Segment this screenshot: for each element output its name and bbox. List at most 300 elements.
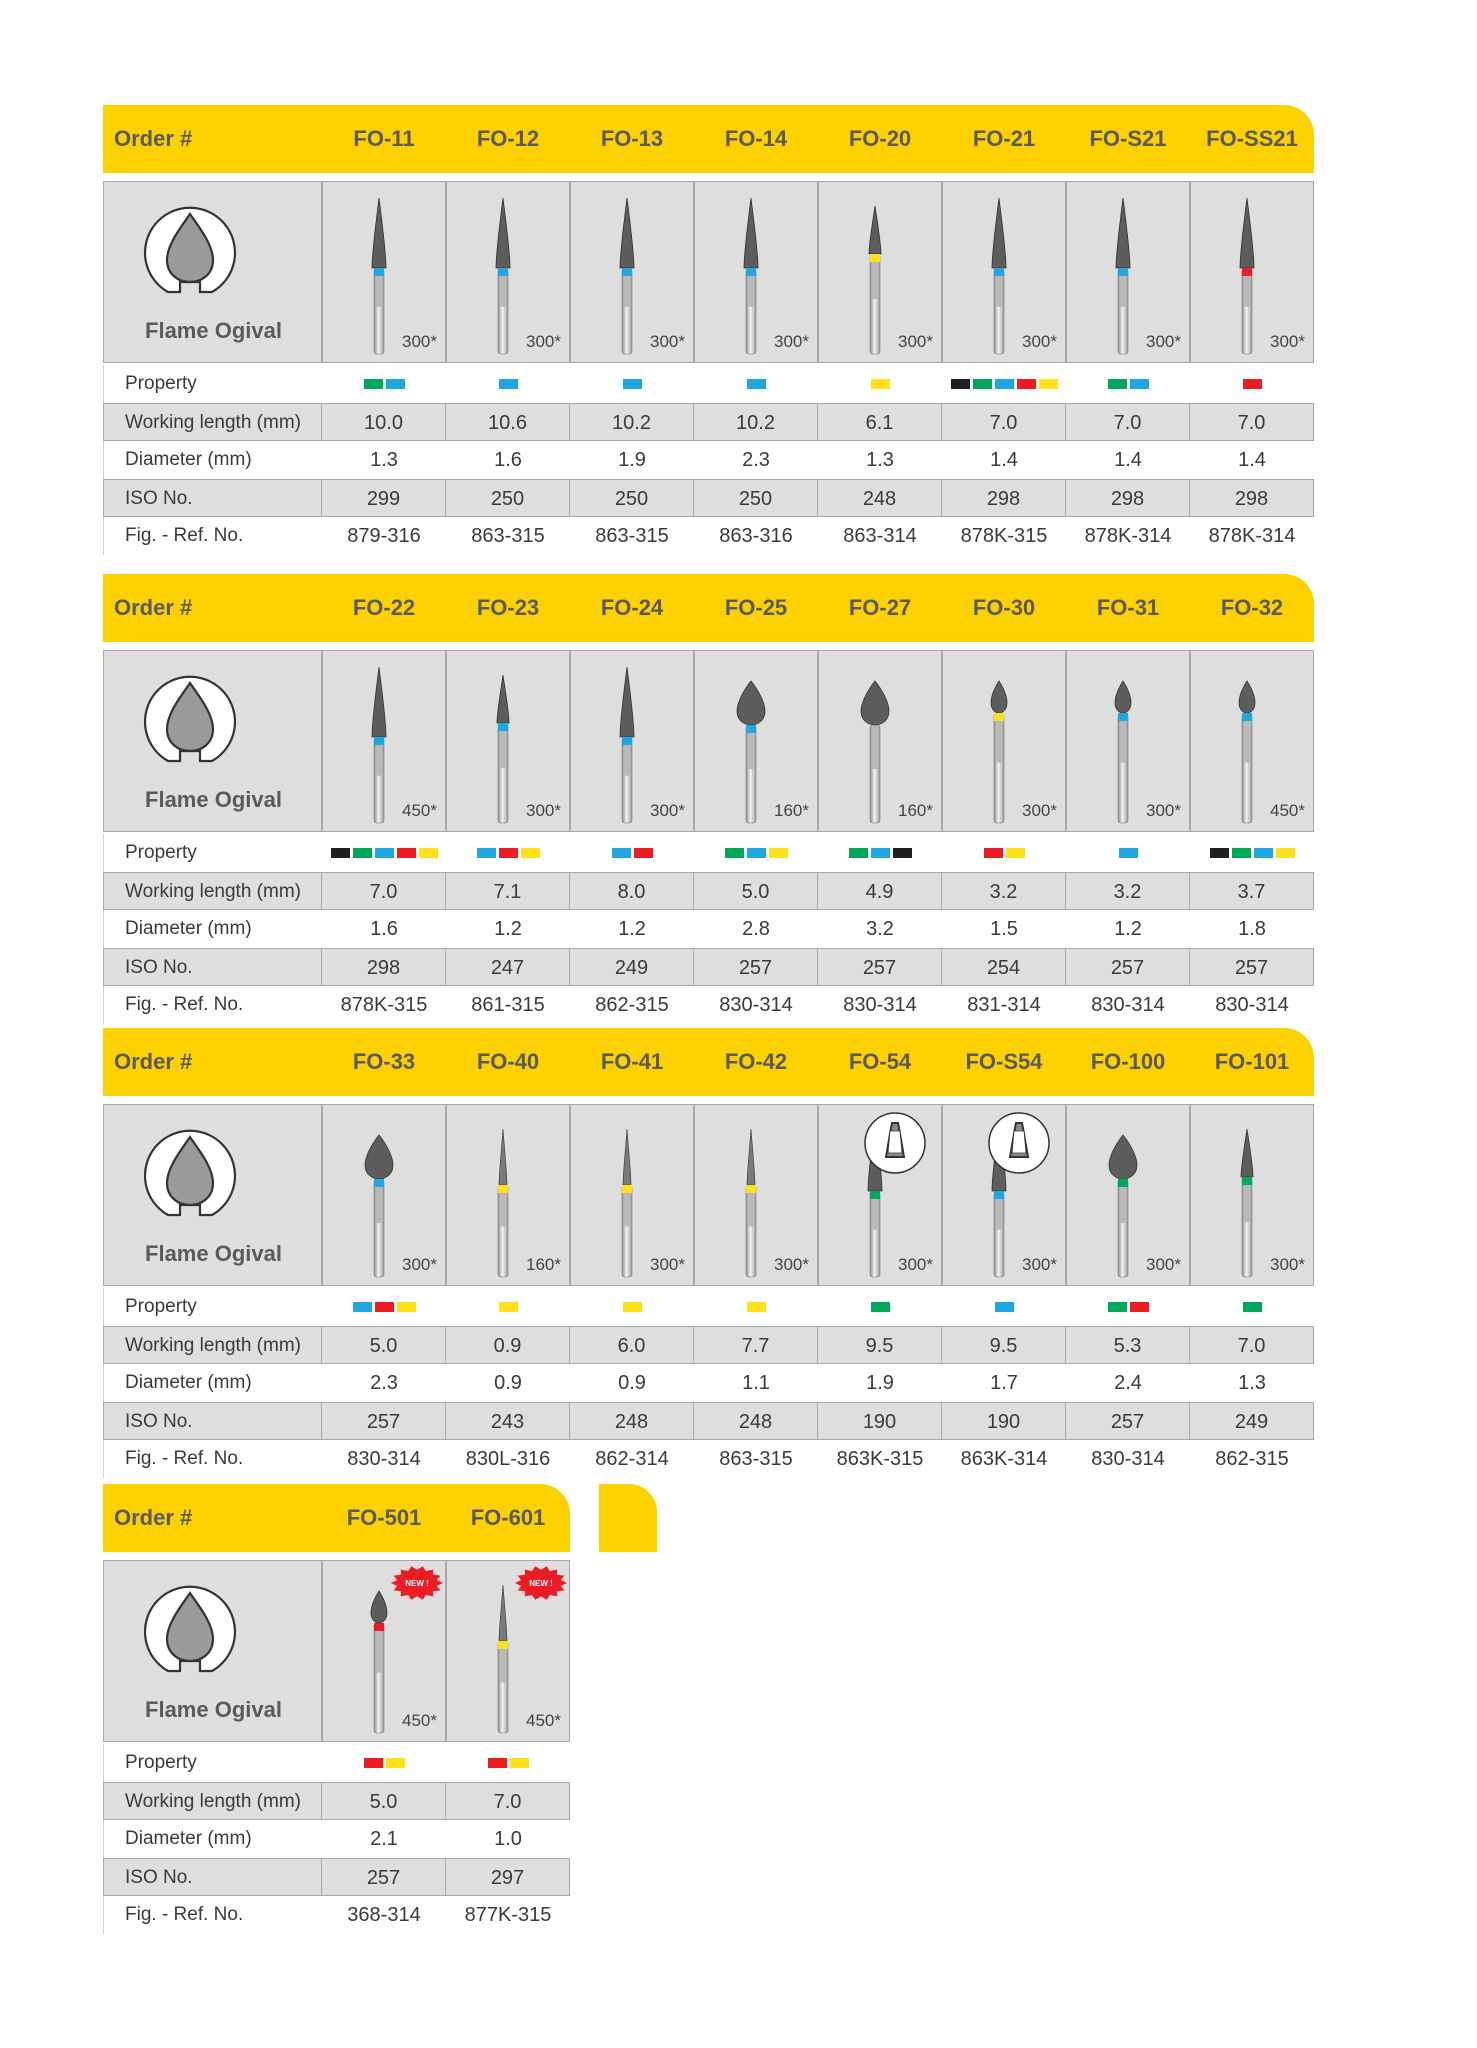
cell-value: 7.7 bbox=[694, 1326, 818, 1364]
grit-size: 300* bbox=[526, 332, 561, 351]
property-swatch-blue bbox=[353, 1302, 372, 1312]
cell-value: 1.4 bbox=[1238, 449, 1266, 471]
property-swatch-red bbox=[375, 1302, 394, 1312]
property-swatches bbox=[570, 1288, 694, 1326]
cell-value: 2.4 bbox=[1114, 1372, 1142, 1394]
property-row bbox=[103, 1288, 1314, 1326]
grit-size: 300* bbox=[1270, 1255, 1305, 1274]
order-number: FO-12 bbox=[476, 126, 540, 151]
cell-value: 10.2 bbox=[570, 403, 694, 441]
cell-value: 298 bbox=[322, 948, 446, 986]
bur-image-cell bbox=[1066, 650, 1190, 832]
property-swatch-blue bbox=[612, 848, 631, 858]
property-swatches bbox=[942, 834, 1066, 872]
cell-value: 878K-314 bbox=[1084, 525, 1172, 547]
property-swatch-black bbox=[331, 848, 350, 858]
order-number: FO-27 bbox=[848, 595, 912, 620]
product-table bbox=[103, 1028, 1314, 1478]
order-number: FO-24 bbox=[600, 595, 664, 620]
property-swatch-green bbox=[353, 848, 372, 858]
diameter-row bbox=[103, 1364, 1314, 1402]
cell-value: 862-315 bbox=[595, 994, 669, 1016]
cell-value: 8.0 bbox=[570, 872, 694, 910]
cell-value: 5.0 bbox=[322, 1782, 446, 1820]
product-table bbox=[103, 574, 1314, 1024]
property-swatch-yellow bbox=[1276, 848, 1295, 858]
property-swatch-yellow bbox=[397, 1302, 416, 1312]
cell-value: 863K-314 bbox=[960, 1448, 1048, 1470]
cell-value: 257 bbox=[322, 1402, 446, 1440]
order-number: FO-41 bbox=[600, 1049, 664, 1074]
cell-value: 190 bbox=[942, 1402, 1066, 1440]
image-row bbox=[103, 181, 1314, 365]
cell-value: 9.5 bbox=[818, 1326, 942, 1364]
bur-image-cell bbox=[1190, 181, 1314, 363]
bur-image-cell bbox=[1190, 650, 1314, 832]
grit-size: 160* bbox=[774, 801, 809, 820]
shape-name: Flame Ogival bbox=[145, 1697, 282, 1722]
property-swatches bbox=[694, 834, 818, 872]
cell-value: 248 bbox=[818, 479, 942, 517]
working-length-row bbox=[103, 872, 1314, 910]
property-swatch-green bbox=[871, 1302, 890, 1312]
bur-image-cell bbox=[570, 650, 694, 832]
cell-value: 863-315 bbox=[595, 525, 669, 547]
cell-value: 3.2 bbox=[942, 872, 1066, 910]
order-label: Order # bbox=[114, 1049, 193, 1074]
grit-size: 160* bbox=[526, 1255, 561, 1274]
grit-size: 300* bbox=[898, 1255, 933, 1274]
cell-value: 2.1 bbox=[370, 1828, 398, 1850]
bur-image-cell bbox=[446, 1104, 570, 1286]
cell-value: 862-315 bbox=[1215, 1448, 1289, 1470]
row-label: Fig. - Ref. No. bbox=[103, 986, 322, 1024]
property-swatch-blue bbox=[386, 379, 405, 389]
cell-value: 863-315 bbox=[719, 1448, 793, 1470]
cell-value: 6.0 bbox=[570, 1326, 694, 1364]
grit-size: 300* bbox=[1022, 801, 1057, 820]
cell-value: 878K-314 bbox=[1208, 525, 1296, 547]
cell-value: 863K-315 bbox=[836, 1448, 924, 1470]
cell-value: 1.8 bbox=[1238, 918, 1266, 940]
row-label: Property bbox=[103, 1744, 322, 1782]
order-number: FO-S21 bbox=[1089, 126, 1167, 151]
cell-value: 368-314 bbox=[347, 1904, 421, 1926]
image-row bbox=[103, 1560, 570, 1744]
cell-value: 878K-315 bbox=[960, 525, 1048, 547]
cell-value: 243 bbox=[446, 1402, 570, 1440]
property-swatches bbox=[1190, 1288, 1314, 1326]
bur-image-cell bbox=[322, 650, 446, 832]
property-swatch-black bbox=[1210, 848, 1229, 858]
grit-size: 300* bbox=[1146, 1255, 1181, 1274]
row-label: Property bbox=[103, 365, 322, 403]
diameter-row bbox=[103, 441, 1314, 479]
row-label: ISO No. bbox=[103, 948, 322, 986]
property-swatch-green bbox=[1243, 1302, 1262, 1312]
bur-image-cell bbox=[446, 650, 570, 832]
flame-ogival-shape-icon bbox=[142, 673, 238, 769]
order-number: FO-21 bbox=[972, 126, 1036, 151]
property-swatch-green bbox=[849, 848, 868, 858]
table-header bbox=[103, 105, 1314, 173]
grit-size: 300* bbox=[1022, 332, 1057, 351]
property-swatch-yellow bbox=[871, 379, 890, 389]
cell-value: 3.7 bbox=[1190, 872, 1314, 910]
row-label: Fig. - Ref. No. bbox=[103, 517, 322, 555]
product-table bbox=[103, 105, 1314, 555]
row-label: ISO No. bbox=[103, 1402, 322, 1440]
property-swatch-blue bbox=[871, 848, 890, 858]
cell-value: 5.3 bbox=[1066, 1326, 1190, 1364]
property-swatch-blue bbox=[623, 379, 642, 389]
row-label: Property bbox=[103, 1288, 322, 1326]
order-number: FO-32 bbox=[1220, 595, 1284, 620]
property-swatch-yellow bbox=[386, 1758, 405, 1768]
new-badge-label: NEW ! bbox=[529, 1579, 553, 1588]
bur-profile-inset-icon bbox=[987, 1111, 1051, 1175]
order-number: FO-22 bbox=[352, 595, 416, 620]
order-number: FO-SS21 bbox=[1206, 126, 1298, 151]
cell-value: 257 bbox=[1066, 1402, 1190, 1440]
cell-value: 830-314 bbox=[1091, 1448, 1165, 1470]
grit-size: 300* bbox=[526, 801, 561, 820]
grit-size: 300* bbox=[650, 332, 685, 351]
new-badge bbox=[391, 1565, 443, 1601]
property-swatches bbox=[942, 365, 1066, 403]
grit-size: 300* bbox=[1146, 801, 1181, 820]
cell-value: 2.3 bbox=[742, 449, 770, 471]
order-number: FO-S54 bbox=[965, 1049, 1043, 1074]
cell-value: 2.3 bbox=[370, 1372, 398, 1394]
iso-row bbox=[103, 479, 1314, 517]
working-length-row bbox=[103, 1326, 1314, 1364]
cell-value: 257 bbox=[1066, 948, 1190, 986]
grit-size: 300* bbox=[898, 332, 933, 351]
property-swatch-blue bbox=[747, 848, 766, 858]
grit-size: 450* bbox=[402, 801, 437, 820]
cell-value: 1.9 bbox=[866, 1372, 894, 1394]
property-swatches bbox=[818, 1288, 942, 1326]
shape-name: Flame Ogival bbox=[145, 787, 282, 812]
grit-size: 300* bbox=[402, 332, 437, 351]
order-number: FO-11 bbox=[353, 126, 415, 151]
property-swatches bbox=[446, 365, 570, 403]
bur-profile-inset-icon bbox=[863, 1111, 927, 1175]
cell-value: 1.7 bbox=[990, 1372, 1018, 1394]
flame-ogival-shape-icon bbox=[142, 204, 238, 300]
header-tab bbox=[599, 1484, 657, 1552]
bur-image-cell bbox=[446, 181, 570, 363]
property-swatches bbox=[322, 834, 446, 872]
property-swatch-green bbox=[364, 379, 383, 389]
property-swatch-green bbox=[973, 379, 992, 389]
order-number: FO-20 bbox=[848, 126, 912, 151]
order-number: FO-42 bbox=[724, 1049, 788, 1074]
property-swatches bbox=[570, 834, 694, 872]
bur-image-cell bbox=[942, 181, 1066, 363]
iso-row bbox=[103, 1402, 1314, 1440]
property-swatch-blue bbox=[375, 848, 394, 858]
property-swatch-black bbox=[893, 848, 912, 858]
row-label: Diameter (mm) bbox=[103, 1820, 322, 1858]
cell-value: 1.1 bbox=[742, 1372, 770, 1394]
cell-value: 6.1 bbox=[818, 403, 942, 441]
cell-value: 257 bbox=[818, 948, 942, 986]
cell-value: 257 bbox=[322, 1858, 446, 1896]
cell-value: 298 bbox=[1190, 479, 1314, 517]
order-number: FO-40 bbox=[476, 1049, 540, 1074]
image-row bbox=[103, 650, 1314, 834]
working-length-row bbox=[103, 1782, 570, 1820]
property-swatch-blue bbox=[1119, 848, 1138, 858]
profile-inset bbox=[863, 1111, 927, 1180]
bur-image-cell bbox=[322, 181, 446, 363]
cell-value: 10.0 bbox=[322, 403, 446, 441]
profile-inset bbox=[987, 1111, 1051, 1180]
table-header bbox=[103, 1028, 1314, 1096]
cell-value: 7.0 bbox=[1066, 403, 1190, 441]
flame-ogival-shape-icon bbox=[142, 1583, 238, 1679]
property-swatch-red bbox=[1130, 1302, 1149, 1312]
property-swatch-black bbox=[951, 379, 970, 389]
bur-image-cell bbox=[694, 1104, 818, 1286]
cell-value: 879-316 bbox=[347, 525, 421, 547]
row-label: Fig. - Ref. No. bbox=[103, 1440, 322, 1478]
cell-value: 1.6 bbox=[370, 918, 398, 940]
property-swatches bbox=[446, 1288, 570, 1326]
order-number: FO-54 bbox=[848, 1049, 912, 1074]
grit-size: 300* bbox=[650, 1255, 685, 1274]
cell-value: 878K-315 bbox=[340, 994, 428, 1016]
cell-value: 1.3 bbox=[866, 449, 894, 471]
bur-image-cell bbox=[1066, 1104, 1190, 1286]
grit-size: 160* bbox=[898, 801, 933, 820]
cell-value: 1.4 bbox=[990, 449, 1018, 471]
property-swatch-blue bbox=[1254, 848, 1273, 858]
property-swatch-yellow bbox=[510, 1758, 529, 1768]
property-swatch-green bbox=[1108, 379, 1127, 389]
property-swatch-blue bbox=[747, 379, 766, 389]
row-label: Diameter (mm) bbox=[103, 441, 322, 479]
bur-image-cell bbox=[446, 1560, 570, 1742]
cell-value: 1.4 bbox=[1114, 449, 1142, 471]
shape-name: Flame Ogival bbox=[145, 1241, 282, 1266]
bur-image-cell bbox=[942, 1104, 1066, 1286]
fig-ref-row bbox=[103, 1440, 1314, 1478]
property-swatches bbox=[322, 365, 446, 403]
property-swatch-yellow bbox=[1039, 379, 1058, 389]
order-number: FO-30 bbox=[972, 595, 1036, 620]
grit-size: 450* bbox=[402, 1711, 437, 1730]
cell-value: 1.0 bbox=[494, 1828, 522, 1850]
cell-value: 7.0 bbox=[1190, 403, 1314, 441]
row-label: Working length (mm) bbox=[103, 1326, 322, 1364]
grit-size: 300* bbox=[774, 332, 809, 351]
cell-value: 861-315 bbox=[471, 994, 545, 1016]
grit-size: 450* bbox=[1270, 801, 1305, 820]
cell-value: 830-314 bbox=[719, 994, 793, 1016]
cell-value: 3.2 bbox=[866, 918, 894, 940]
cell-value: 831-314 bbox=[967, 994, 1041, 1016]
working-length-row bbox=[103, 403, 1314, 441]
diameter-row bbox=[103, 1820, 570, 1858]
iso-row bbox=[103, 1858, 570, 1896]
order-number: FO-601 bbox=[470, 1505, 546, 1530]
cell-value: 248 bbox=[694, 1402, 818, 1440]
property-swatch-blue bbox=[477, 848, 496, 858]
cell-value: 257 bbox=[694, 948, 818, 986]
order-label: Order # bbox=[114, 1505, 193, 1530]
property-row bbox=[103, 834, 1314, 872]
iso-row bbox=[103, 948, 1314, 986]
cell-value: 257 bbox=[1190, 948, 1314, 986]
row-label: Working length (mm) bbox=[103, 403, 322, 441]
fig-ref-row bbox=[103, 517, 1314, 555]
product-table bbox=[103, 1484, 570, 1934]
order-number: FO-100 bbox=[1090, 1049, 1166, 1074]
grit-size: 300* bbox=[774, 1255, 809, 1274]
grit-size: 300* bbox=[650, 801, 685, 820]
property-swatch-yellow bbox=[521, 848, 540, 858]
shape-name: Flame Ogival bbox=[145, 318, 282, 343]
bur-image-cell bbox=[1066, 181, 1190, 363]
cell-value: 1.3 bbox=[1238, 1372, 1266, 1394]
property-swatches bbox=[818, 834, 942, 872]
cell-value: 10.6 bbox=[446, 403, 570, 441]
cell-value: 249 bbox=[570, 948, 694, 986]
property-swatch-yellow bbox=[499, 1302, 518, 1312]
cell-value: 254 bbox=[942, 948, 1066, 986]
cell-value: 249 bbox=[1190, 1402, 1314, 1440]
property-swatches bbox=[1066, 834, 1190, 872]
property-swatches bbox=[694, 365, 818, 403]
cell-value: 248 bbox=[570, 1402, 694, 1440]
property-swatch-green bbox=[725, 848, 744, 858]
row-label: ISO No. bbox=[103, 1858, 322, 1896]
property-swatch-blue bbox=[995, 1302, 1014, 1312]
grit-size: 300* bbox=[402, 1255, 437, 1274]
row-label: Property bbox=[103, 834, 322, 872]
grit-size: 300* bbox=[1146, 332, 1181, 351]
table-header bbox=[103, 1484, 570, 1552]
fig-ref-row bbox=[103, 1896, 570, 1934]
property-swatch-yellow bbox=[623, 1302, 642, 1312]
property-swatches bbox=[322, 1744, 446, 1782]
property-swatch-red bbox=[499, 848, 518, 858]
shape-cell bbox=[103, 1104, 322, 1286]
cell-value: 862-314 bbox=[595, 1448, 669, 1470]
image-row bbox=[103, 1104, 1314, 1288]
bur-image-cell bbox=[818, 650, 942, 832]
cell-value: 830-314 bbox=[1091, 994, 1165, 1016]
row-label: Diameter (mm) bbox=[103, 910, 322, 948]
cell-value: 7.0 bbox=[1190, 1326, 1314, 1364]
fig-ref-row bbox=[103, 986, 1314, 1024]
property-swatch-red bbox=[1243, 379, 1262, 389]
property-swatch-blue bbox=[499, 379, 518, 389]
property-swatches bbox=[322, 1288, 446, 1326]
cell-value: 7.1 bbox=[446, 872, 570, 910]
grit-size: 450* bbox=[526, 1711, 561, 1730]
property-swatch-yellow bbox=[1006, 848, 1025, 858]
shape-cell bbox=[103, 650, 322, 832]
cell-value: 9.5 bbox=[942, 1326, 1066, 1364]
property-swatch-red bbox=[364, 1758, 383, 1768]
cell-value: 830-314 bbox=[347, 1448, 421, 1470]
property-swatch-red bbox=[634, 848, 653, 858]
order-label: Order # bbox=[114, 126, 193, 151]
cell-value: 1.2 bbox=[1114, 918, 1142, 940]
cell-value: 1.2 bbox=[618, 918, 646, 940]
row-label: Working length (mm) bbox=[103, 872, 322, 910]
property-swatches bbox=[694, 1288, 818, 1326]
shape-cell bbox=[103, 181, 322, 363]
cell-value: 830-314 bbox=[1215, 994, 1289, 1016]
bur-image-cell bbox=[694, 181, 818, 363]
property-swatches bbox=[818, 365, 942, 403]
cell-value: 2.8 bbox=[742, 918, 770, 940]
property-swatches bbox=[446, 1744, 570, 1782]
order-number: FO-13 bbox=[600, 126, 664, 151]
order-number: FO-101 bbox=[1214, 1049, 1290, 1074]
property-row bbox=[103, 365, 1314, 403]
property-swatches bbox=[1190, 365, 1314, 403]
cell-value: 863-316 bbox=[719, 525, 793, 547]
cell-value: 298 bbox=[1066, 479, 1190, 517]
property-swatch-blue bbox=[995, 379, 1014, 389]
bur-image-cell bbox=[1190, 1104, 1314, 1286]
property-swatch-red bbox=[397, 848, 416, 858]
cell-value: 0.9 bbox=[618, 1372, 646, 1394]
bur-image-cell bbox=[694, 650, 818, 832]
cell-value: 3.2 bbox=[1066, 872, 1190, 910]
property-swatches bbox=[942, 1288, 1066, 1326]
order-label: Order # bbox=[114, 595, 193, 620]
new-badge bbox=[515, 1565, 567, 1601]
grit-size: 300* bbox=[1270, 332, 1305, 351]
cell-value: 863-314 bbox=[843, 525, 917, 547]
cell-value: 299 bbox=[322, 479, 446, 517]
property-row bbox=[103, 1744, 570, 1782]
cell-value: 5.0 bbox=[694, 872, 818, 910]
property-swatch-blue bbox=[1130, 379, 1149, 389]
cell-value: 7.0 bbox=[322, 872, 446, 910]
cell-value: 298 bbox=[942, 479, 1066, 517]
cell-value: 0.9 bbox=[446, 1326, 570, 1364]
diameter-row bbox=[103, 910, 1314, 948]
property-swatch-yellow bbox=[747, 1302, 766, 1312]
property-swatches bbox=[446, 834, 570, 872]
cell-value: 1.3 bbox=[370, 449, 398, 471]
cell-value: 877K-315 bbox=[464, 1904, 552, 1926]
cell-value: 1.9 bbox=[618, 449, 646, 471]
order-number: FO-501 bbox=[346, 1505, 422, 1530]
order-number: FO-31 bbox=[1096, 595, 1160, 620]
bur-image-cell bbox=[322, 1104, 446, 1286]
cell-value: 830-314 bbox=[843, 994, 917, 1016]
cell-value: 1.6 bbox=[494, 449, 522, 471]
cell-value: 297 bbox=[446, 1858, 570, 1896]
order-number: FO-23 bbox=[476, 595, 540, 620]
cell-value: 250 bbox=[570, 479, 694, 517]
property-swatches bbox=[1190, 834, 1314, 872]
bur-image-cell bbox=[570, 1104, 694, 1286]
cell-value: 1.2 bbox=[494, 918, 522, 940]
property-swatches bbox=[570, 365, 694, 403]
cell-value: 7.0 bbox=[942, 403, 1066, 441]
property-swatch-yellow bbox=[419, 848, 438, 858]
